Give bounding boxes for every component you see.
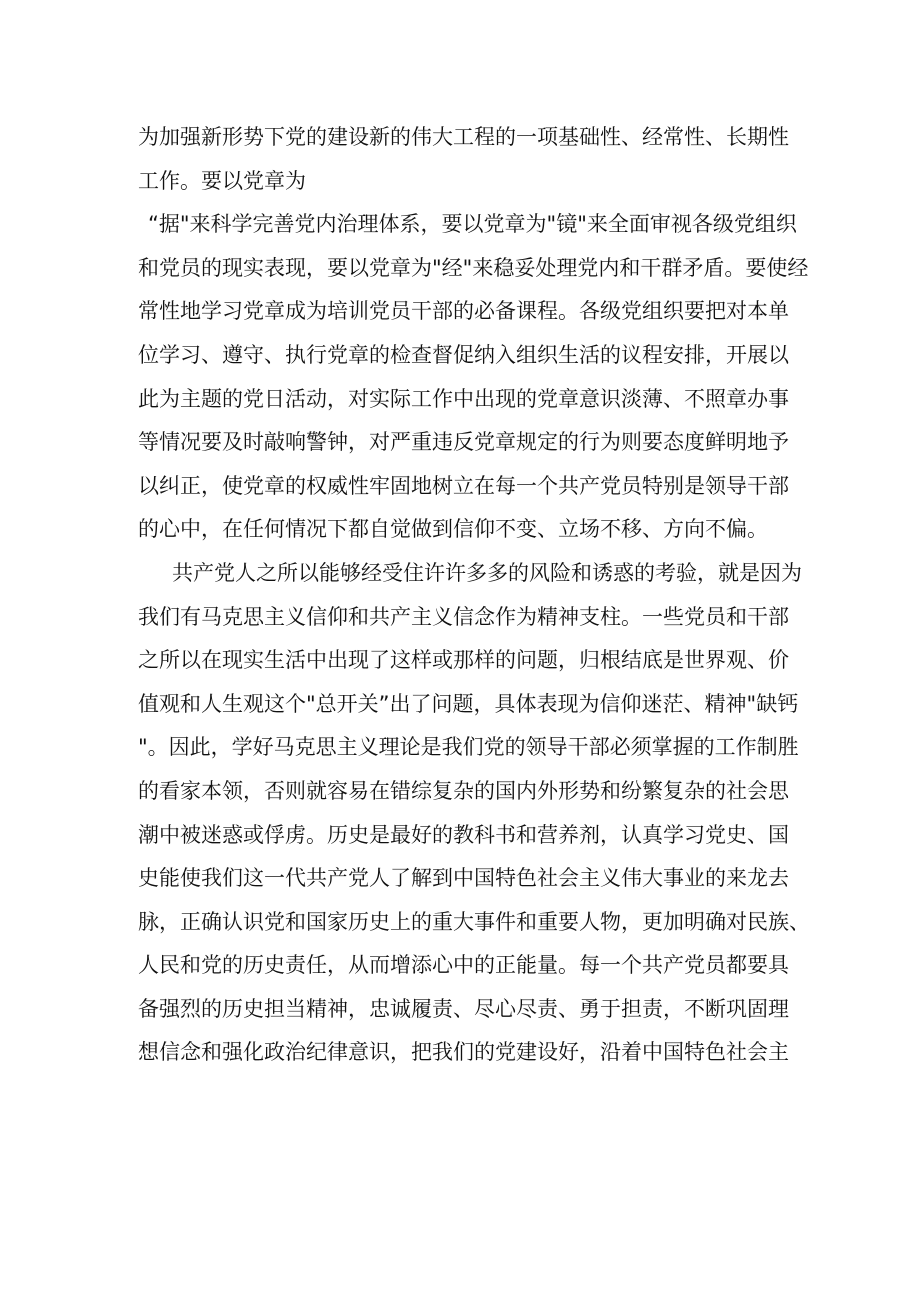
text-line: 潮中被迷惑或俘虏。历史是最好的教科书和营养剂，认真学习党史、国 xyxy=(138,822,789,847)
text-line: 想信念和强化政治纪律意识，把我们的党建设好，沿着中国特色社会主 xyxy=(138,1040,789,1065)
text-line: 人民和党的历史责任，从而增添心中的正能量。每一个共产党员都要具 xyxy=(138,953,789,978)
text-line: "。因此，学好马克思主义理论是我们党的领导干部必须掌握的工作制胜 xyxy=(138,735,799,760)
text-line: 为加强新形势下党的建设新的伟大工程的一项基础性、经常性、长期性 xyxy=(138,125,789,149)
document-body xyxy=(138,116,810,1075)
text-line: 此为主题的党日活动，对实际工作中出现的党章意识淡薄、不照章办事 xyxy=(138,386,789,411)
text-line: “据"来科学完善党内治理体系，要以党章为"镜"来全面审视各级党组织 xyxy=(148,212,797,237)
paragraph-3 xyxy=(138,552,810,1075)
text-line: 以纠正，使党章的权威性牢固地树立在每一个共产党员特别是领导干部 xyxy=(138,473,789,498)
text-line: 位学习、遵守、执行党章的检查督促纳入组织生活的议程安排，开展以 xyxy=(138,342,789,367)
text-line: 史能使我们这一代共产党人了解到中国特色社会主义伟大事业的来龙去 xyxy=(138,866,789,891)
text-line: 常性地学习党章成为培训党员干部的必备课程。各级党组织要把对本单 xyxy=(138,299,789,324)
paragraph-1 xyxy=(138,116,798,203)
text-line: 和党员的现实表现，要以党章为"经"来稳妥处理党内和干群矛盾。要使经 xyxy=(138,255,809,280)
text-line: 脉，正确认识党和国家历史上的重大事件和重要人物，更加明确对民族、 xyxy=(138,909,810,934)
paragraph-2 xyxy=(138,203,809,552)
text-line: 我们有马克思主义信仰和共产主义信念作为精神支柱。一些党员和干部 xyxy=(138,604,789,629)
text-line: 等情况要及时敲响警钟，对严重违反党章规定的行为则要态度鲜明地予 xyxy=(138,430,789,455)
text-line: 工作。要以党章为 xyxy=(138,168,306,193)
text-line: 的看家本领，否则就容易在错综复杂的国内外形势和纷繁复杂的社会思 xyxy=(138,778,789,803)
text-line: 备强烈的历史担当精神，忠诚履责、尽心尽责、勇于担责，不断巩固理 xyxy=(138,996,789,1021)
text-line: 共产党人之所以能够经受住许许多多的风险和诱惑的考验，就是因为 xyxy=(172,560,802,585)
text-line: 之所以在现实生活中出现了这样或那样的问题，归根结底是世界观、价 xyxy=(138,648,789,673)
text-line: 的心中，在任何情况下都自觉做到信仰不变、立场不移、方向不偏。 xyxy=(138,517,768,542)
text-line: 值观和人生观这个"总开关”出了问题，具体表现为信仰迷茫、精神"缺钙 xyxy=(138,691,799,716)
